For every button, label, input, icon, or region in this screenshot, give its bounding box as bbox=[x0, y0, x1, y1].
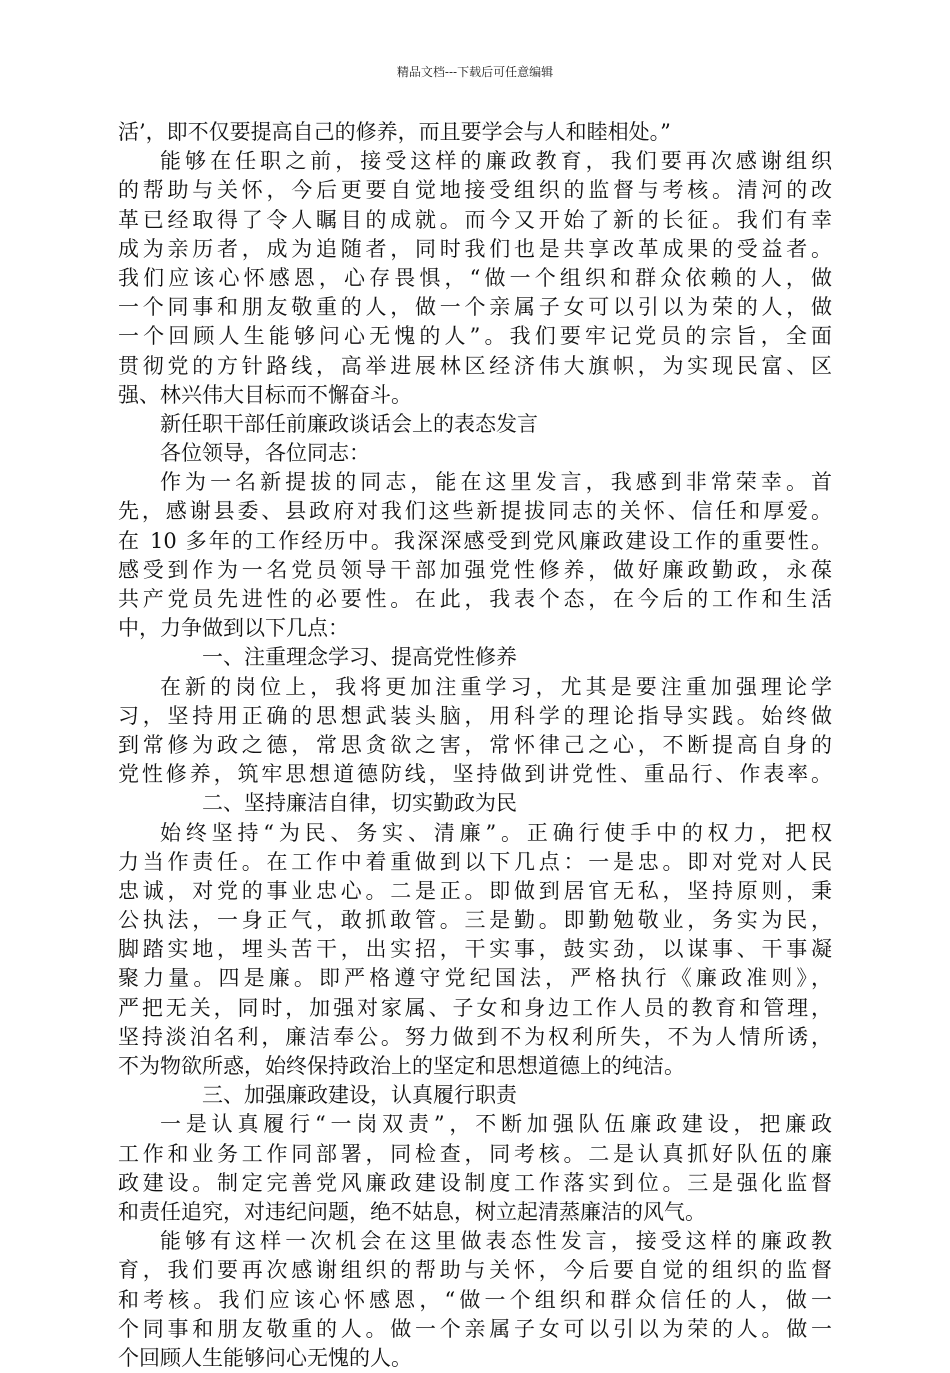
text-line: 工作和业务工作同部署，同检查，同考核。二是认真抓好队伍的廉 bbox=[118, 1141, 832, 1166]
text-line: 一、注重理念学习、提高党性修养 bbox=[202, 645, 517, 670]
text-line: 忠诚，对党的事业忠心。二是正。即做到居官无私，坚持原则，秉 bbox=[118, 878, 832, 903]
text-line: 政建设。制定完善党风廉政建设制度工作落实到位。三是强化监督 bbox=[118, 1170, 832, 1195]
text-line: 坚持淡泊名利，廉洁奉公。努力做到不为权利所失，不为人情所诱， bbox=[118, 1024, 832, 1049]
text-line: 个同事和朋友敬重的人。做一个亲属子女可以引以为荣的人。做一 bbox=[118, 1316, 832, 1341]
text-line: 不为物欲所惑，始终保持政治上的坚定和思想道德上的纯洁。 bbox=[118, 1054, 685, 1078]
text-line: 新任职干部任前廉政谈话会上的表态发言 bbox=[160, 411, 538, 436]
page-header: 精品文档---下载后可任意编辑 bbox=[396, 65, 554, 79]
text-line: 一是认真履行“一岗双责”，不断加强队伍廉政建设，把廉政 bbox=[160, 1112, 832, 1137]
text-line: 成为亲历者，成为追随者，同时我们也是共享改革成果的受益者。 bbox=[118, 236, 832, 261]
text-line: 一个回顾人生能够问心无愧的人”。我们要牢记党员的宗旨，全面 bbox=[118, 324, 832, 349]
text-line: 贯彻党的方针路线，高举进展林区经济伟大旗帜，为实现民富、区 bbox=[118, 353, 832, 378]
text-line: 脚踏实地，埋头苦干，出实招，干实事，鼓实劲，以谋事、干事凝 bbox=[118, 937, 832, 962]
text-line: 在 10 多年的工作经历中。我深深感受到党风廉政建设工作的重要性。 bbox=[118, 528, 832, 553]
text-line: 和责任追究，对违纪问题，绝不姑息，树立起清蒸廉洁的风气。 bbox=[118, 1199, 706, 1224]
text-line: 个回顾人生能够问心无愧的人。 bbox=[118, 1345, 412, 1370]
text-line: 聚力量。四是廉。即严格遵守党纪国法，严格执行《廉政准则》， bbox=[118, 966, 832, 991]
text-line: 三、加强廉政建设，认真履行职责 bbox=[202, 1083, 517, 1108]
text-line: 严把无关，同时，加强对家属、子女和身边工作人员的教育和管理， bbox=[118, 995, 832, 1020]
text-line: 习，坚持用正确的思想武装头脑，用科学的理论指导实践。始终做 bbox=[118, 703, 832, 728]
text-line: 感受到作为一名党员领导干部加强党性修养，做好廉政勤政，永葆 bbox=[118, 557, 832, 582]
text-line: 的帮助与关怀，今后更要自觉地接受组织的监督与考核。清河的改 bbox=[118, 178, 832, 203]
text-line: 中，力争做到以下几点： bbox=[118, 616, 349, 641]
text-line: 在新的岗位上，我将更加注重学习，尤其是要注重加强理论学 bbox=[160, 674, 832, 699]
text-line: 共产党员先进性的必要性。在此，我表个态，在今后的工作和生活 bbox=[118, 587, 832, 611]
text-line: 党性修养，筑牢思想道德防线，坚持做到讲党性、重品行、作表率。 bbox=[118, 762, 832, 787]
document-body bbox=[118, 118, 832, 1373]
text-line: 始终坚持“为民、务实、清廉”。正确行使手中的权力，把权 bbox=[160, 820, 832, 845]
text-line: 育，我们要再次感谢组织的帮助与关怀，今后要自觉的组织的监督 bbox=[118, 1258, 832, 1283]
text-line: 能够有这样一次机会在这里做表态性发言，接受这样的廉政教 bbox=[160, 1229, 832, 1254]
text-line: 各位领导，各位同志： bbox=[160, 441, 370, 466]
text-line: 活’，即不仅要提高自己的修养，而且要学会与人和睦相处。” bbox=[118, 120, 671, 144]
text-line: 我们应该心怀感恩，心存畏惧，“做一个组织和群众依赖的人，做 bbox=[118, 265, 832, 290]
text-line: 二、坚持廉洁自律，切实勤政为民 bbox=[202, 791, 517, 816]
text-line: 能够在任职之前，接受这样的廉政教育，我们要再次感谢组织 bbox=[160, 149, 832, 174]
text-line: 先，感谢县委、县政府对我们这些新提拔同志的关怀、信任和厚爱。 bbox=[118, 499, 832, 524]
text-line: 作为一名新提拔的同志，能在这里发言，我感到非常荣幸。首 bbox=[160, 470, 832, 495]
text-line: 一个同事和朋友敬重的人，做一个亲属子女可以引以为荣的人，做 bbox=[118, 295, 832, 320]
text-line: 强、林兴伟大目标而不懈奋斗。 bbox=[118, 382, 412, 407]
text-line: 力当作责任。在工作中着重做到以下几点：一是忠。即对党对人民 bbox=[118, 849, 832, 874]
text-line: 和考核。我们应该心怀感恩，“做一个组织和群众信任的人，做一 bbox=[118, 1287, 832, 1312]
text-line: 到常修为政之德，常思贪欲之害，常怀律己之心，不断提高自身的 bbox=[118, 732, 832, 757]
text-line: 革已经取得了令人瞩目的成就。而今又开始了新的长征。我们有幸 bbox=[118, 207, 832, 232]
text-line: 公执法，一身正气，敢抓敢管。三是勤。即勤勉敬业，务实为民， bbox=[118, 908, 832, 933]
